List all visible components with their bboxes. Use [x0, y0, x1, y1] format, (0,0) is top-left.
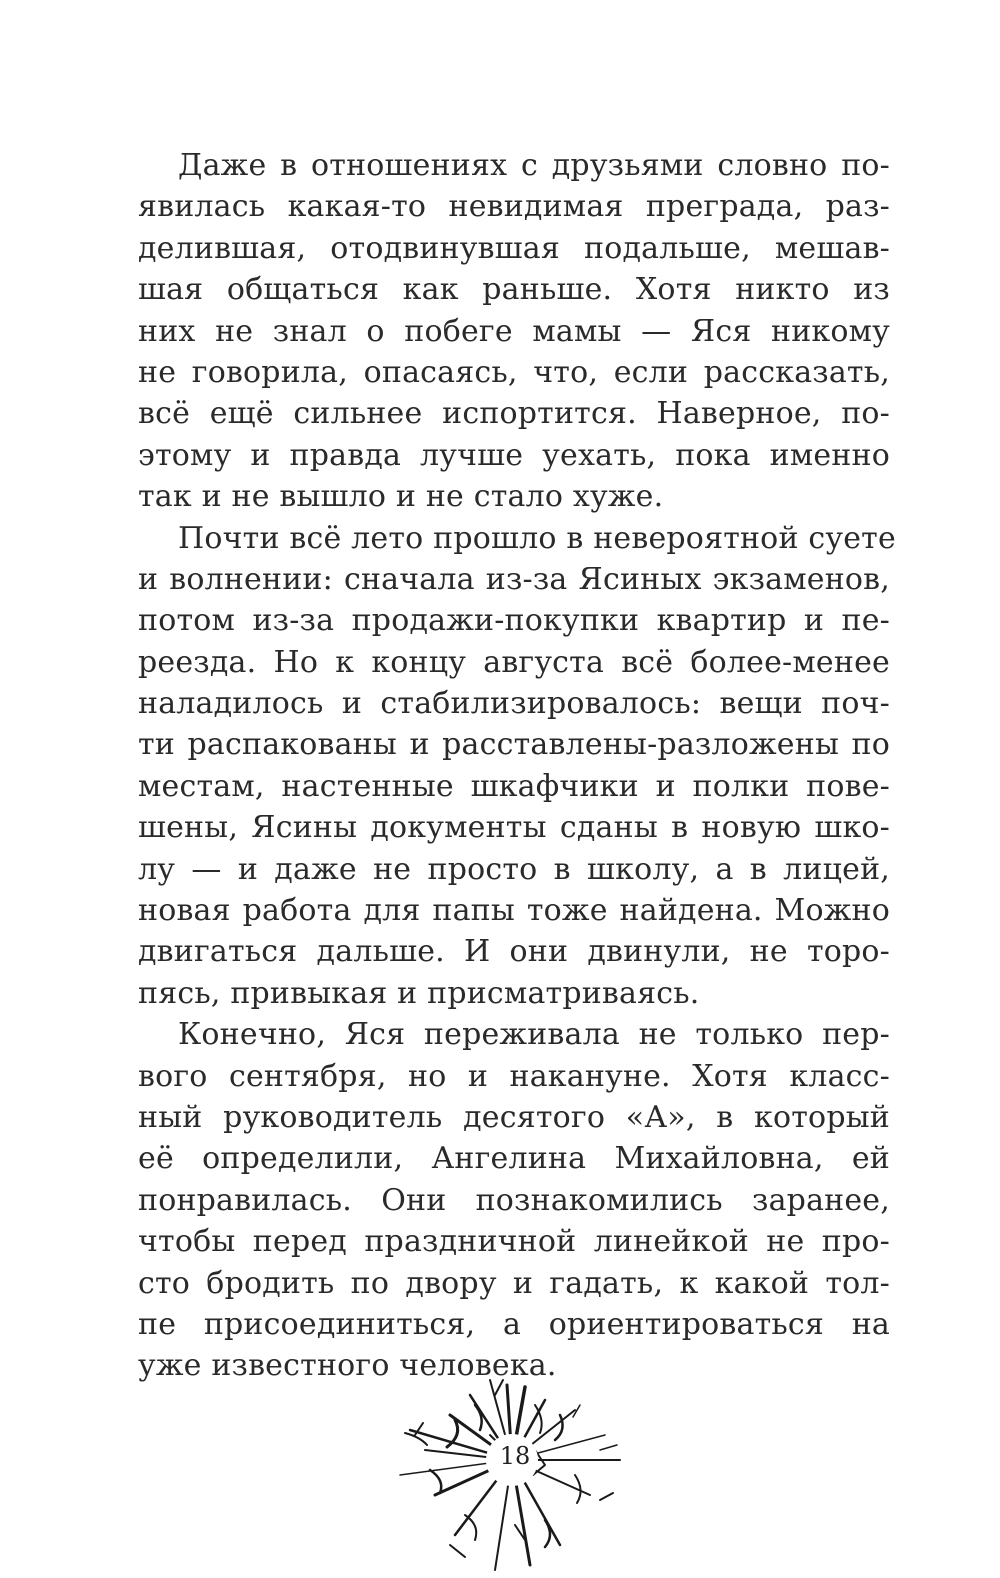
text-line: реезда. Но к концу августа всё более-менее — [138, 644, 890, 680]
text-line: шены, Ясины документы сданы в новую шко- — [138, 810, 890, 846]
text-line: делившая, отодвинувшая подальше, мешав- — [138, 230, 890, 266]
text-line: новая работа для папы тоже найдена. Можно — [138, 893, 890, 929]
text-line: пе присоединиться, а ориентироваться на — [138, 1306, 890, 1342]
text-line: её определили, Ангелина Михайловна, ей — [138, 1141, 890, 1177]
text-line: этому и правда лучше уехать, пока именно — [138, 437, 890, 473]
text-line: двигаться дальше. И они двинули, не торо- — [138, 934, 890, 970]
text-line: всё ещё сильнее испортится. Наверное, по- — [138, 396, 890, 432]
text-line: лу — и даже не просто в школу, а в лицей, — [138, 851, 890, 887]
page-number: 18 — [499, 1442, 531, 1470]
text-line: Конечно, Яся переживала не только пер- — [178, 1017, 890, 1053]
text-line: уже известного человека. — [138, 1348, 557, 1384]
text-line: них не знал о побеге мамы — Яся никому — [138, 313, 890, 349]
text-line: так и не вышло и не стало хуже. — [138, 479, 664, 515]
text-line: не говорила, опасаясь, что, если рассказать, — [138, 354, 890, 390]
text-line: Почти всё лето прошло в невероятной суете — [178, 520, 896, 556]
text-line: и волнении: сначала из-за Ясиных экзаменов, — [138, 561, 890, 597]
text-line: наладилось и стабилизировалось: вещи поч- — [138, 686, 890, 722]
text-line: вого сентября, но и накануне. Хотя класс- — [138, 1058, 890, 1094]
body-text — [138, 145, 896, 1387]
text-line: Даже в отношениях с друзьями словно по- — [178, 148, 890, 183]
text-line: местам, настенные шкафчики и полки пове- — [138, 768, 890, 804]
text-line: шая общаться как раньше. Хотя никто из — [138, 272, 890, 308]
text-line: сто бродить по двору и гадать, к какой тол- — [138, 1265, 890, 1301]
text-line: пясь, привыкая и присматриваясь. — [138, 975, 700, 1011]
cracked-glass-icon — [395, 1375, 630, 1575]
text-line: ти распакованы и расставлены-разложены по — [138, 727, 890, 763]
text-line: потом из-за продажи-покупки квартир и пе- — [138, 603, 890, 639]
text-line: понравилась. Они познакомились заранее, — [138, 1182, 890, 1218]
text-line: ный руководитель десятого «А», в который — [138, 1099, 890, 1135]
text-line: чтобы перед праздничной линейкой не про- — [138, 1224, 890, 1260]
text-line: явилась какая-то невидимая преграда, раз- — [138, 189, 890, 225]
